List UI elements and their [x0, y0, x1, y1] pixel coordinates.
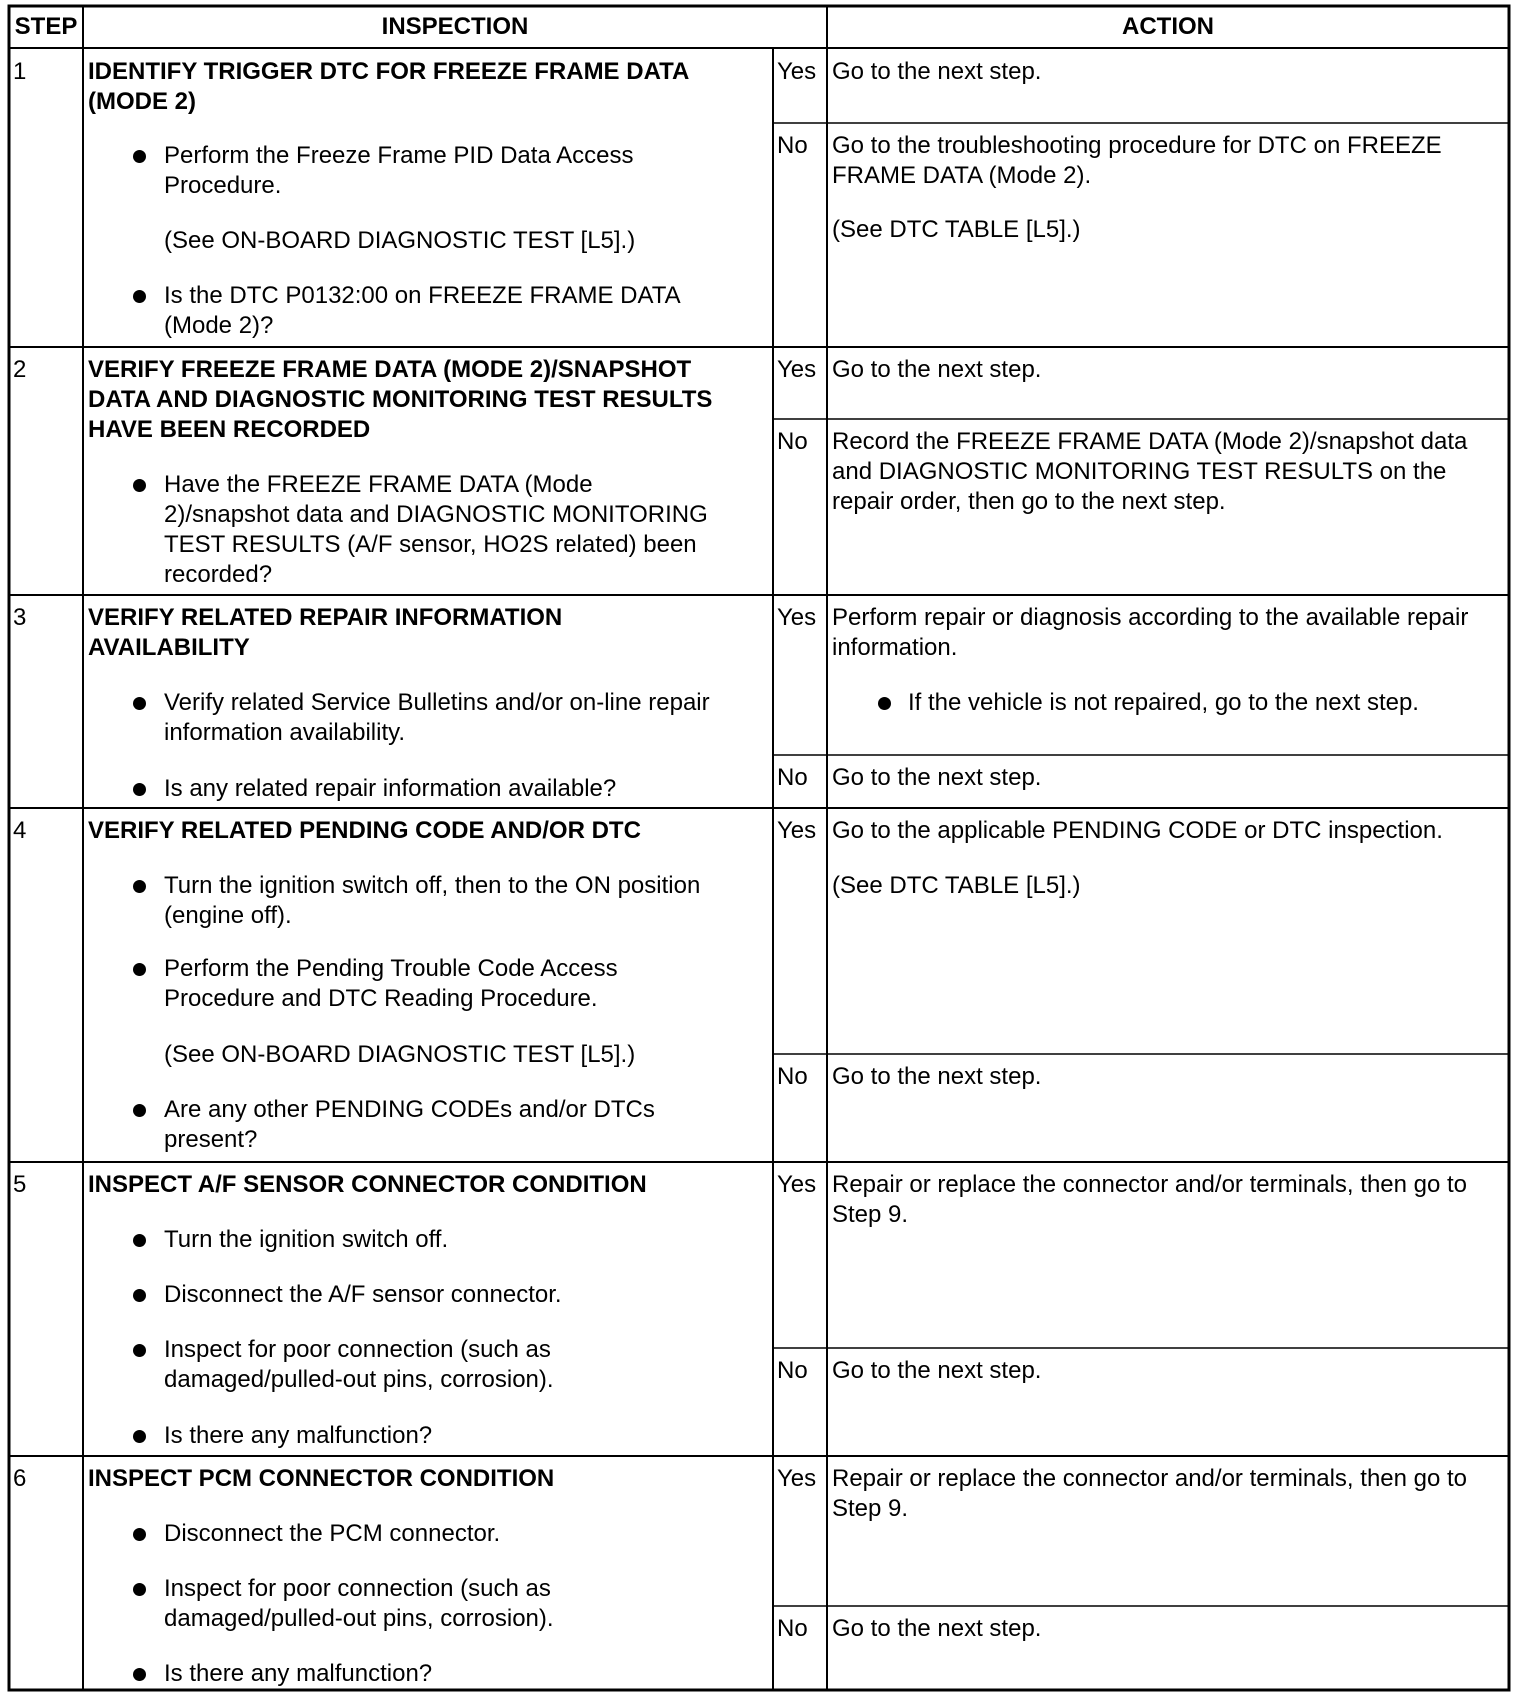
step-title-line: IDENTIFY TRIGGER DTC FOR FREEZE FRAME DATA	[88, 58, 690, 85]
bullet-icon	[133, 290, 146, 303]
inspection-item-line: recorded?	[164, 561, 273, 588]
action-yes-line: Step 9.	[832, 1495, 909, 1522]
step-title-line: VERIFY RELATED REPAIR INFORMATION	[88, 604, 563, 631]
step-title-line: INSPECT PCM CONNECTOR CONDITION	[88, 1465, 555, 1492]
step-title-line: DATA AND DIAGNOSTIC MONITORING TEST RESULTS	[88, 386, 713, 413]
inspection-item-line: damaged/pulled-out pins, corrosion).	[164, 1605, 554, 1632]
yes-label: Yes	[777, 604, 817, 631]
inspection-item-line: information availability.	[164, 719, 405, 746]
step-number: 5	[13, 1171, 27, 1198]
inspection-item-line: Inspect for poor connection (such as	[164, 1336, 551, 1363]
header-step: STEP	[14, 13, 78, 40]
inspection-item-line: Are any other PENDING CODEs and/or DTCs	[164, 1096, 655, 1123]
inspection-item-line: Turn the ignition switch off.	[164, 1226, 449, 1253]
no-label: No	[777, 428, 808, 455]
inspection-item-line: TEST RESULTS (A/F sensor, HO2S related) been	[164, 531, 697, 558]
inspection-item-line: 2)/snapshot data and DIAGNOSTIC MONITORING	[164, 501, 708, 528]
bullet-icon	[133, 479, 146, 492]
inspection-item-line: damaged/pulled-out pins, corrosion).	[164, 1366, 554, 1393]
step-number: 1	[13, 58, 27, 85]
inspection-item-line: (engine off).	[164, 902, 292, 929]
step-title-line: VERIFY RELATED PENDING CODE AND/OR DTC	[88, 817, 641, 844]
inspection-item-line: Is the DTC P0132:00 on FREEZE FRAME DATA	[164, 282, 681, 309]
inspection-item-line: (Mode 2)?	[164, 312, 274, 339]
inspection-item-line: Is there any malfunction?	[164, 1660, 433, 1687]
action-yes-line: Go to the next step.	[832, 356, 1042, 383]
header-inspection: INSPECTION	[381, 13, 529, 40]
action-no-line: Go to the next step.	[832, 1615, 1042, 1642]
inspection-item-line: Disconnect the A/F sensor connector.	[164, 1281, 562, 1308]
bullet-icon	[133, 150, 146, 163]
action-no-line: and DIAGNOSTIC MONITORING TEST RESULTS on the	[832, 458, 1447, 485]
no-label: No	[777, 1357, 808, 1384]
step-number: 2	[13, 356, 27, 383]
step-number: 6	[13, 1465, 27, 1492]
bullet-icon	[133, 1430, 146, 1443]
bullet-icon	[133, 697, 146, 710]
inspection-item-line: Inspect for poor connection (such as	[164, 1575, 551, 1602]
inspection-item-line: Verify related Service Bulletins and/or on-line repair	[164, 689, 710, 716]
yes-label: Yes	[777, 1465, 817, 1492]
no-label: No	[777, 132, 808, 159]
step-number: 4	[13, 817, 27, 844]
bullet-icon	[133, 1528, 146, 1541]
bullet-icon	[133, 1104, 146, 1117]
action-yes-line: Repair or replace the connector and/or terminals, then go to	[832, 1465, 1468, 1492]
inspection-item-line: Perform the Freeze Frame PID Data Access	[164, 142, 634, 169]
step-title-line: (MODE 2)	[88, 88, 196, 115]
bullet-icon	[133, 963, 146, 976]
action-yes-bullet: If the vehicle is not repaired, go to the next step.	[908, 689, 1419, 716]
inspection-item-line: present?	[164, 1126, 258, 1153]
bullet-icon	[133, 783, 146, 796]
no-label: No	[777, 764, 808, 791]
inspection-item-line: Procedure and DTC Reading Procedure.	[164, 985, 598, 1012]
action-no-note: (See DTC TABLE [L5].)	[832, 216, 1081, 243]
action-no-line: FRAME DATA (Mode 2).	[832, 162, 1092, 189]
bullet-icon	[133, 1583, 146, 1596]
step-title-line: AVAILABILITY	[88, 634, 250, 661]
inspection-item-line: Perform the Pending Trouble Code Access	[164, 955, 618, 982]
inspection-item-line: Is any related repair information available?	[164, 775, 617, 802]
action-yes-line: information.	[832, 634, 958, 661]
yes-label: Yes	[777, 817, 817, 844]
step-title-line: HAVE BEEN RECORDED	[88, 416, 371, 443]
inspection-item-line: Turn the ignition switch off, then to the ON position	[164, 872, 701, 899]
bullet-icon	[133, 1289, 146, 1302]
bullet-icon	[878, 697, 891, 710]
no-label: No	[777, 1063, 808, 1090]
action-no-line: repair order, then go to the next step.	[832, 488, 1226, 515]
step-title-line: VERIFY FREEZE FRAME DATA (MODE 2)/SNAPSHOT	[88, 356, 692, 383]
inspection-item-line: Have the FREEZE FRAME DATA (Mode	[164, 471, 593, 498]
action-no-line: Go to the next step.	[832, 764, 1042, 791]
action-no-line: Record the FREEZE FRAME DATA (Mode 2)/snapshot data	[832, 428, 1468, 455]
action-no-line: Go to the next step.	[832, 1063, 1042, 1090]
header-action: ACTION	[1122, 13, 1214, 40]
action-yes-line: Go to the applicable PENDING CODE or DTC inspection.	[832, 817, 1443, 844]
action-no-line: Go to the troubleshooting procedure for DTC on FREEZE	[832, 132, 1442, 159]
step-number: 3	[13, 604, 27, 631]
action-no-line: Go to the next step.	[832, 1357, 1042, 1384]
inspection-item-line: Disconnect the PCM connector.	[164, 1520, 501, 1547]
action-yes-note: (See DTC TABLE [L5].)	[832, 872, 1081, 899]
action-yes-line: Repair or replace the connector and/or terminals, then go to	[832, 1171, 1468, 1198]
inspection-note: (See ON-BOARD DIAGNOSTIC TEST [L5].)	[164, 1041, 636, 1068]
action-yes-line: Step 9.	[832, 1201, 909, 1228]
step-title-line: INSPECT A/F SENSOR CONNECTOR CONDITION	[88, 1171, 647, 1198]
inspection-item-line: Procedure.	[164, 172, 282, 199]
yes-label: Yes	[777, 1171, 817, 1198]
inspection-item-line: Is there any malfunction?	[164, 1422, 433, 1449]
inspection-note: (See ON-BOARD DIAGNOSTIC TEST [L5].)	[164, 227, 636, 254]
yes-label: Yes	[777, 58, 817, 85]
bullet-icon	[133, 1234, 146, 1247]
no-label: No	[777, 1615, 808, 1642]
yes-label: Yes	[777, 356, 817, 383]
bullet-icon	[133, 880, 146, 893]
bullet-icon	[133, 1344, 146, 1357]
bullet-icon	[133, 1668, 146, 1681]
action-yes-line: Go to the next step.	[832, 58, 1042, 85]
action-yes-line: Perform repair or diagnosis according to the available repair	[832, 604, 1469, 631]
